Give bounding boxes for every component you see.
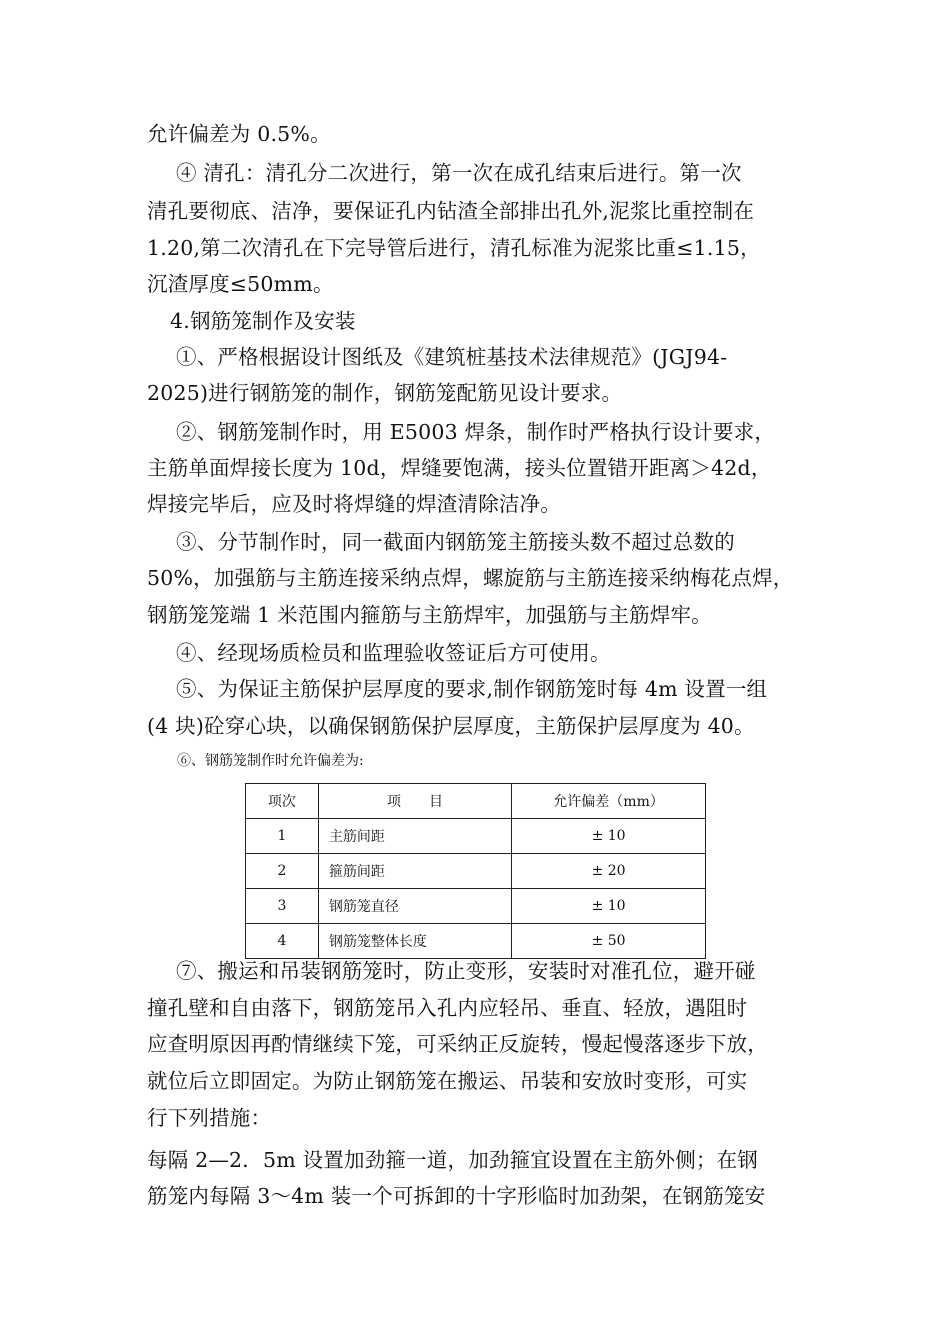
paragraph-line: 应查明原因再酌情继续下笼，可采纳正反旋转，慢起慢落逐步下放， [147, 1032, 768, 1056]
paragraph-line: ③、分节制作时，同一截面内钢筋笼主筋接头数不超过总数的 [176, 530, 735, 554]
paragraph-line: ⑦、搬运和吊装钢筋笼时，防止变形，安装时对准孔位，避开碰 [176, 959, 756, 983]
header-cell: 允许偏差（mm） [512, 784, 706, 819]
paragraph-line: 钢筋笼笼端 1 米范围内箍筋与主筋焊牢，加强筋与主筋焊牢。 [147, 603, 712, 627]
paragraph-line: 2025)进行钢筋笼的制作，钢筋笼配筋见设计要求。 [147, 381, 623, 405]
table-row [246, 819, 706, 854]
paragraph-line: 行下列措施： [147, 1106, 272, 1130]
table-cell: 1 [246, 819, 319, 854]
table-cell: ± 10 [512, 889, 706, 924]
paragraph-line: 就位后立即固定。为防止钢筋笼在搬运、吊装和安放时变形，可实 [147, 1069, 748, 1093]
paragraph-line: ①、严格根据设计图纸及《建筑桩基技术法律规范》(JGJ94- [176, 345, 728, 369]
table-row [246, 889, 706, 924]
table-cell: 钢筋笼直径 [318, 889, 511, 924]
paragraph-line: 焊接完毕后，应及时将焊缝的焊渣清除洁净。 [147, 492, 561, 516]
paragraph-line: 主筋单面焊接长度为 10d，焊缝要饱满，接头位置错开距离＞42d， [147, 456, 772, 480]
paragraph-line: ④、经现场质检员和监理验收签证后方可使用。 [176, 641, 611, 665]
section-heading: 4.钢筋笼制作及安装 [170, 309, 356, 333]
paragraph-line: ②、钢筋笼制作时，用 E5003 焊条，制作时严格执行设计要求， [176, 420, 776, 444]
paragraph-line: ④ 清孔：清孔分二次进行，第一次在成孔结束后进行。第一次 [176, 161, 742, 185]
paragraph-line: ⑤、为保证主筋保护层厚度的要求,制作钢筋笼时每 4m 设置一组 [176, 677, 768, 701]
header-cell: 项 目 [318, 784, 511, 819]
table-cell: ± 50 [512, 924, 706, 959]
table-cell: 3 [246, 889, 319, 924]
paragraph-line: 1.20,第二次清孔在下完导管后进行，清孔标准为泥浆比重≤1.15， [147, 236, 761, 260]
table-cell: 钢筋笼整体长度 [318, 924, 511, 959]
paragraph-line: 筋笼内每隔 3～4m 装一个可拆卸的十字形临时加劲架，在钢筋笼安 [147, 1184, 766, 1208]
table-cell: ± 20 [512, 854, 706, 889]
table-row [246, 924, 706, 959]
paragraph-line: 50%，加强筋与主筋连接采纳点焊，螺旋筋与主筋连接采纳梅花点焊， [147, 566, 794, 590]
table-header-row [246, 784, 706, 819]
table-row [246, 854, 706, 889]
paragraph-line: 沉渣厚度≤50mm。 [147, 272, 334, 296]
paragraph-line: 撞孔壁和自由落下，钢筋笼吊入孔内应轻吊、垂直、轻放，遇阻时 [147, 996, 748, 1020]
table-cell: 主筋间距 [318, 819, 511, 854]
header-cell: 项次 [246, 784, 319, 819]
table-cell: 箍筋间距 [318, 854, 511, 889]
paragraph-line: 每隔 2—2．5m 设置加劲箍一道，加劲箍宜设置在主筋外侧；在钢 [147, 1148, 758, 1172]
table-caption: ⑥、钢筋笼制作时允许偏差为: [177, 753, 364, 769]
paragraph-line: 清孔要彻底、洁净，要保证孔内钻渣全部排出孔外,泥浆比重控制在 [147, 199, 755, 223]
table-cell: 4 [246, 924, 319, 959]
table-cell: 2 [246, 854, 319, 889]
paragraph-line: (4 块)砼穿心块，以确保钢筋保护层厚度，主筋保护层厚度为 40。 [147, 714, 755, 738]
paragraph-line: 允许偏差为 0.5%。 [147, 122, 331, 146]
table-cell: ± 10 [512, 819, 706, 854]
tolerance-table [245, 783, 706, 959]
